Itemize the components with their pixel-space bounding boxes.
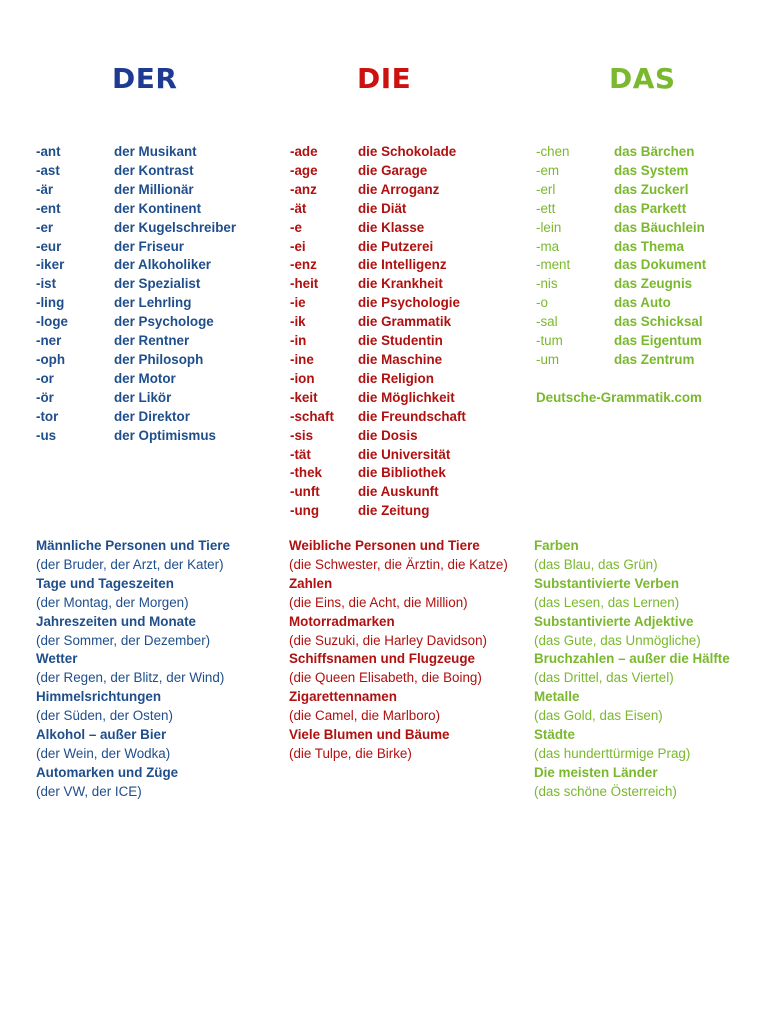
category-title: Tage und Tageszeiten (36, 575, 174, 591)
category-example: (die Queen Elisabeth, die Boing) (289, 670, 482, 686)
suffix: -in (290, 333, 307, 349)
example-noun: die Maschine (358, 351, 443, 367)
category-title: Zahlen (289, 575, 333, 591)
die-suffix-row (290, 464, 466, 483)
suffix: -ade (290, 144, 318, 159)
example-noun: die Garage (358, 162, 428, 178)
die-suffix-row (290, 238, 466, 257)
die-suffix-row (290, 294, 466, 313)
der-suffix-row (36, 351, 236, 370)
das-suffix-row (536, 313, 706, 332)
das-suffix-list (536, 143, 706, 408)
der-suffix-row (36, 200, 236, 219)
suffix: -loge (36, 314, 68, 330)
category-title: Viele Blumen und Bäume (289, 727, 450, 743)
example-noun: die Krankheit (358, 276, 443, 292)
das-suffix-row (536, 238, 706, 257)
suffix: -keit (290, 389, 318, 405)
der-suffix-row (36, 143, 236, 162)
suffix: -är (36, 181, 54, 197)
suffix: -tät (290, 446, 311, 462)
category-example: (die Eins, die Acht, die Million) (289, 594, 468, 610)
example-noun: die Diät (358, 200, 407, 216)
category-example: (das Blau, das Grün) (534, 556, 658, 572)
die-suffix-row (290, 313, 466, 332)
example-noun: der Kontrast (114, 162, 194, 178)
suffix: -heit (290, 276, 319, 292)
example-noun: das Bäuchlein (614, 219, 705, 235)
suffix: -um (536, 351, 560, 367)
example-noun: der Rentner (114, 333, 190, 349)
category-example: (der Süden, der Osten) (36, 708, 173, 724)
suffix: -ant (36, 144, 61, 159)
category-example: (das Drittel, das Viertel) (534, 670, 674, 686)
suffix: -anz (290, 181, 317, 197)
example-noun: die Bibliothek (358, 465, 446, 481)
category-title: Jahreszeiten und Monate (36, 613, 196, 629)
example-noun: die Auskunft (358, 484, 439, 500)
category-example: (das Gute, das Unmögliche) (534, 632, 701, 648)
die-suffix-row (290, 408, 466, 427)
die-suffix-row (290, 427, 466, 446)
suffix: -sal (536, 314, 558, 330)
example-noun: das Schicksal (614, 314, 703, 330)
example-noun: der Likör (114, 389, 172, 405)
example-noun: der Kontinent (114, 200, 202, 216)
example-noun: das Thema (614, 238, 684, 254)
die-suffix-row (290, 181, 466, 200)
category-example: (das hunderttürmige Prag) (534, 745, 691, 761)
category-title: Weibliche Personen und Tiere (289, 538, 480, 553)
example-noun: das System (614, 162, 689, 178)
category-example: (das schöne Österreich) (534, 783, 677, 799)
example-noun: das Zeugnis (614, 276, 693, 292)
category-example: (die Camel, die Marlboro) (289, 708, 441, 724)
der-category-list (36, 537, 230, 802)
suffix: -us (36, 427, 57, 443)
category-title: Farben (534, 538, 579, 553)
suffix: -ei (290, 238, 306, 254)
der-suffix-row (36, 238, 236, 257)
der-suffix-row (36, 332, 236, 351)
der-suffix-list (36, 143, 236, 446)
suffix: -chen (536, 144, 570, 159)
der-suffix-row (36, 370, 236, 389)
category-example: (das Lesen, das Lernen) (534, 594, 680, 610)
category-title: Alkohol – außer Bier (36, 727, 167, 743)
die-suffix-list (290, 143, 466, 521)
suffix: -ine (290, 351, 314, 367)
example-noun: die Möglichkeit (358, 389, 455, 405)
category-title: Männliche Personen und Tiere (36, 538, 230, 553)
heading-das: DAS (609, 62, 676, 95)
der-suffix-row (36, 313, 236, 332)
suffix: -ling (36, 295, 65, 311)
category-example: (die Schwester, die Ärztin, die Katze) (289, 556, 508, 572)
suffix: -iker (36, 257, 65, 273)
suffix: -oph (36, 351, 65, 367)
das-suffix-rows (536, 143, 706, 370)
category-example: (der Montag, der Morgen) (36, 594, 189, 610)
category-title: Automarken und Züge (36, 764, 179, 780)
example-noun: der Alkoholiker (114, 257, 211, 273)
das-suffix-row (536, 351, 706, 370)
category-example: (die Suzuki, die Harley Davidson) (289, 632, 487, 648)
example-noun: die Schokolade (358, 144, 457, 159)
category-title: Substantivierte Verben (534, 575, 680, 591)
die-suffix-row (290, 370, 466, 389)
suffix: -ast (36, 162, 60, 178)
suffix: -ör (36, 389, 54, 405)
category-title: Bruchzahlen – außer die Hälfte (534, 651, 730, 667)
example-noun: die Intelligenz (358, 257, 447, 273)
der-suffix-row (36, 256, 236, 275)
das-suffix-row (536, 181, 706, 200)
der-suffix-row (36, 389, 236, 408)
category-title: Himmelsrichtungen (36, 689, 162, 705)
der-suffix-row (36, 294, 236, 313)
suffix: -em (536, 162, 560, 178)
category-title: Zigarettennamen (289, 689, 397, 705)
category-title: Motorradmarken (289, 613, 395, 629)
example-noun: die Arroganz (358, 181, 440, 197)
suffix: -or (36, 370, 54, 386)
website-label: Deutsche-Grammatik.com (536, 389, 702, 405)
die-suffix-row (290, 502, 466, 521)
example-noun: das Eigentum (614, 333, 702, 349)
category-example: (der VW, der ICE) (36, 783, 142, 799)
example-noun: das Zuckerl (614, 181, 689, 197)
category-title: Schiffsnamen und Flugzeuge (289, 651, 475, 667)
der-suffix-row (36, 219, 236, 238)
das-suffix-row (536, 294, 706, 313)
das-suffix-row (536, 162, 706, 181)
example-noun: das Parkett (614, 200, 687, 216)
suffix: -er (36, 219, 54, 235)
suffix: -ät (290, 200, 307, 216)
suffix: -ma (536, 238, 560, 254)
suffix: -nis (536, 276, 558, 292)
example-noun: die Grammatik (358, 314, 452, 330)
category-example: (der Sommer, der Dezember) (36, 632, 211, 648)
example-noun: der Philosoph (114, 351, 204, 367)
example-noun: der Psychologe (114, 314, 214, 330)
das-suffix-row (536, 219, 706, 238)
suffix: -sis (290, 427, 314, 443)
das-suffix-row (536, 332, 706, 351)
example-noun: der Motor (114, 370, 176, 386)
suffix: -tor (36, 408, 59, 424)
das-suffix-row (536, 143, 706, 162)
der-suffix-row (36, 408, 236, 427)
example-noun: die Universität (358, 446, 451, 462)
category-title: Metalle (534, 689, 580, 705)
heading-der: DER (112, 62, 178, 95)
example-noun: der Friseur (114, 238, 184, 254)
category-example: (die Tulpe, die Birke) (289, 745, 412, 761)
suffix: -lein (536, 219, 562, 235)
example-noun: die Religion (358, 370, 434, 386)
example-noun: die Psychologie (358, 295, 460, 311)
category-title: Die meisten Länder (534, 764, 658, 780)
suffix: -ner (36, 333, 62, 349)
die-suffix-row (290, 200, 466, 219)
suffix: -ie (290, 295, 306, 311)
die-suffix-row (290, 143, 466, 162)
example-noun: die Zeitung (358, 503, 430, 519)
das-category-list (534, 537, 730, 802)
example-noun: die Freundschaft (358, 408, 466, 424)
category-title: Wetter (36, 651, 78, 667)
suffix: -ett (536, 200, 556, 216)
suffix: -schaft (290, 408, 334, 424)
die-suffix-row (290, 446, 466, 465)
suffix: -age (290, 162, 318, 178)
suffix: -ist (36, 276, 57, 292)
suffix: -o (536, 295, 548, 311)
suffix: -ion (290, 370, 315, 386)
example-noun: der Kugelschreiber (114, 219, 237, 235)
example-noun: das Zentrum (614, 351, 695, 367)
suffix: -ung (290, 503, 319, 519)
heading-die: DIE (357, 62, 412, 95)
suffix: -erl (536, 181, 556, 197)
die-suffix-row (290, 219, 466, 238)
suffix: -unft (290, 484, 320, 500)
die-suffix-row (290, 351, 466, 370)
category-example: (das Gold, das Eisen) (534, 708, 663, 724)
example-noun: der Optimismus (114, 427, 216, 443)
die-suffix-row (290, 275, 466, 294)
category-example: (der Bruder, der Arzt, der Kater) (36, 556, 224, 572)
die-suffix-row (290, 483, 466, 502)
die-category-list (289, 537, 508, 764)
der-suffix-row (36, 427, 236, 446)
suffix: -e (290, 219, 302, 235)
example-noun: der Millionär (114, 181, 194, 197)
category-example: (der Wein, der Wodka) (36, 745, 171, 761)
suffix: -ment (536, 257, 571, 273)
das-suffix-row (536, 256, 706, 275)
example-noun: das Dokument (614, 257, 707, 273)
example-noun: das Bärchen (614, 144, 695, 159)
die-suffix-row (290, 162, 466, 181)
example-noun: der Spezialist (114, 276, 201, 292)
example-noun: die Studentin (358, 333, 443, 349)
suffix: -ent (36, 200, 61, 216)
category-title: Substantivierte Adjektive (534, 613, 694, 629)
example-noun: der Lehrling (114, 295, 192, 311)
der-suffix-row (36, 275, 236, 294)
das-suffix-row (536, 200, 706, 219)
der-suffix-row (36, 162, 236, 181)
example-noun: die Dosis (358, 427, 418, 443)
category-title: Städte (534, 727, 575, 743)
example-noun: das Auto (614, 295, 671, 311)
suffix: -eur (36, 238, 62, 254)
example-noun: die Putzerei (358, 238, 434, 254)
suffix: -ik (290, 314, 306, 330)
das-suffix-row (536, 275, 706, 294)
example-noun: der Direktor (114, 408, 190, 424)
suffix: -enz (290, 257, 317, 273)
suffix: -thek (290, 465, 322, 481)
der-suffix-row (36, 181, 236, 200)
die-suffix-row (290, 256, 466, 275)
die-suffix-row (290, 389, 466, 408)
example-noun: der Musikant (114, 144, 197, 159)
example-noun: die Klasse (358, 219, 425, 235)
category-example: (der Regen, der Blitz, der Wind) (36, 670, 225, 686)
suffix: -tum (536, 333, 563, 349)
die-suffix-row (290, 332, 466, 351)
